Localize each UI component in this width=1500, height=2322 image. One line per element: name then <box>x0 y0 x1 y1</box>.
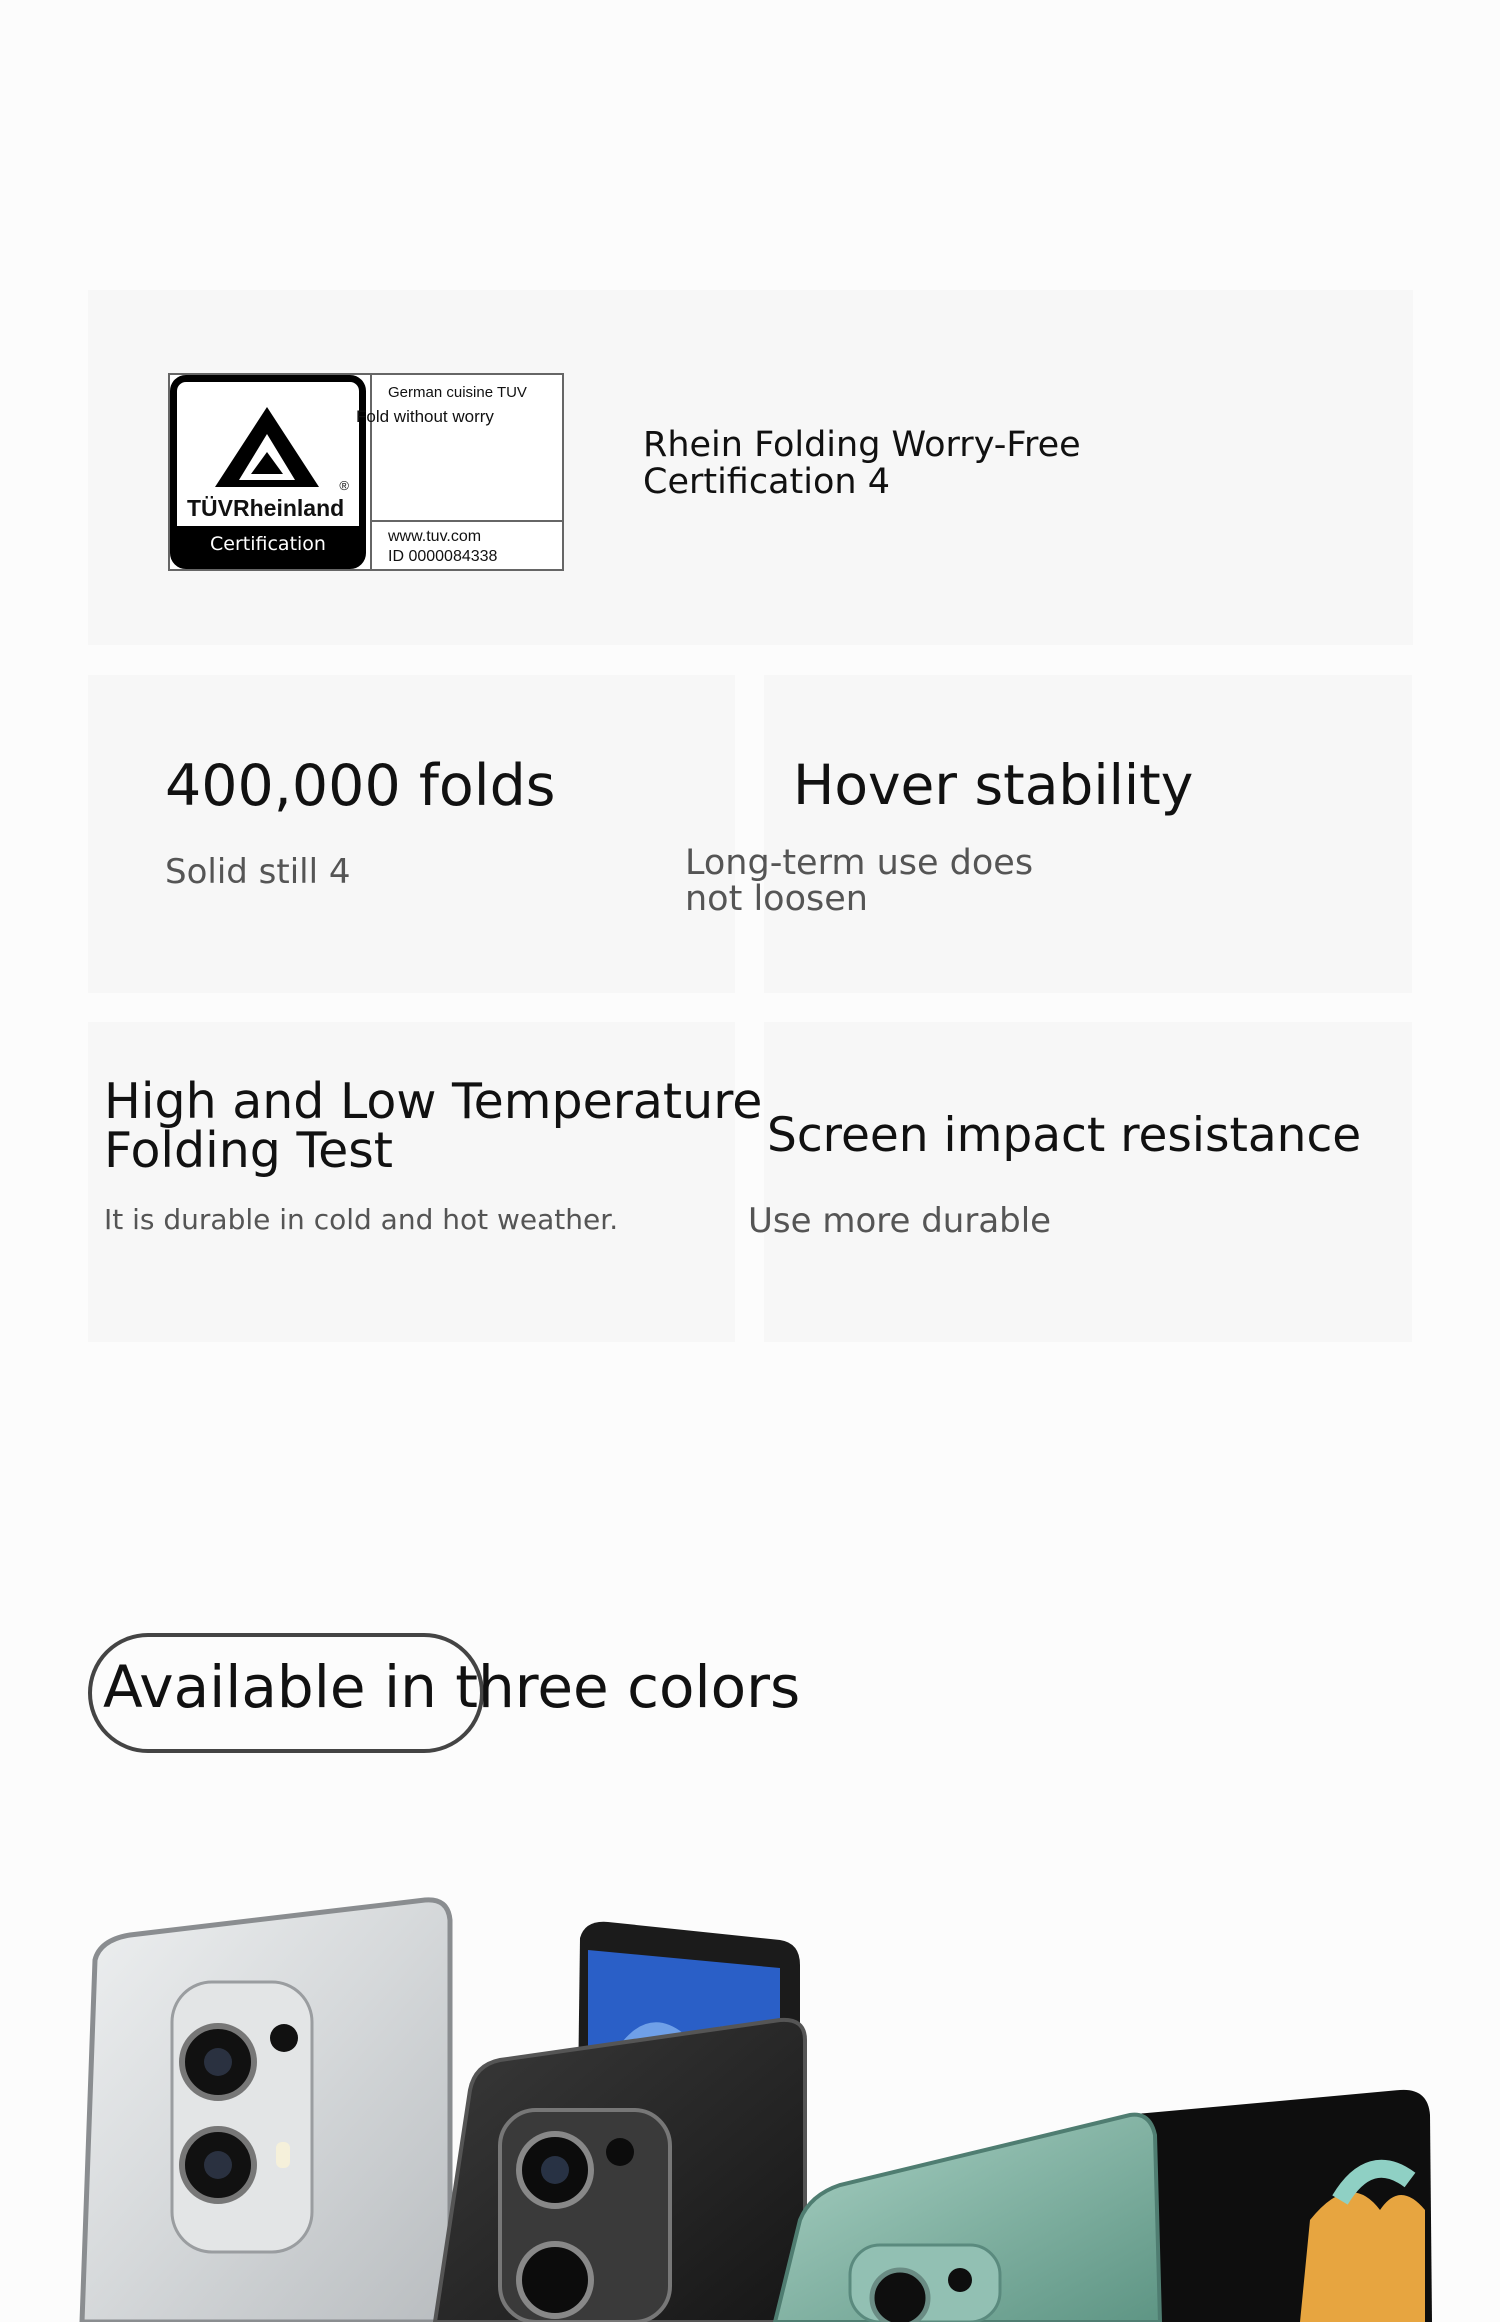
feature-title-temperature-line1: High and Low Temperature <box>104 1073 763 1130</box>
feature-title-impact: Screen impact resistance <box>767 1108 1362 1163</box>
feature-card-hover <box>764 675 1412 993</box>
silver-phone <box>82 1900 450 2322</box>
badge-id: ID 0000084338 <box>388 548 498 565</box>
certification-heading-line1: Rhein Folding Worry-Free <box>643 425 1081 465</box>
feature-subtitle-folds: Solid still 4 <box>165 852 351 892</box>
registered-mark: ® <box>339 478 349 493</box>
tuv-triangle-icon <box>207 402 327 492</box>
feature-title-hover: Hover stability <box>793 753 1194 817</box>
feature-subtitle-impact: Use more durable <box>748 1201 1052 1241</box>
feature-subtitle-hover-line2: not loosen <box>685 879 868 919</box>
badge-second-line: Fold without worry <box>356 407 494 426</box>
feature-subtitle-temperature: It is durable in cold and hot weather. <box>104 1203 619 1236</box>
tuv-logo <box>170 375 366 569</box>
certification-heading-line2: Certification 4 <box>643 462 890 502</box>
tuv-certification-badge <box>168 373 564 571</box>
feature-card-temperature <box>88 1022 735 1342</box>
badge-top-line: German cuisine TUV <box>388 384 527 401</box>
tuv-brand-name: TÜVRheinland <box>187 495 345 521</box>
black-phone <box>435 1922 805 2322</box>
badge-divider-horizontal <box>370 520 562 522</box>
colors-heading: Available in three colors <box>103 1653 801 1721</box>
feature-title-folds: 400,000 folds <box>165 753 556 819</box>
badge-divider-vertical <box>370 375 372 569</box>
feature-title-temperature-line2: Folding Test <box>104 1122 393 1179</box>
feature-card-folds <box>88 675 735 993</box>
green-phone <box>775 2090 1432 2322</box>
certification-bar-label: Certification <box>177 526 359 562</box>
badge-url: www.tuv.com <box>388 528 482 545</box>
feature-card-impact <box>764 1022 1412 1342</box>
feature-subtitle-hover-line1: Long-term use does <box>685 843 1034 883</box>
three-color-phones-image <box>0 1880 1500 2322</box>
